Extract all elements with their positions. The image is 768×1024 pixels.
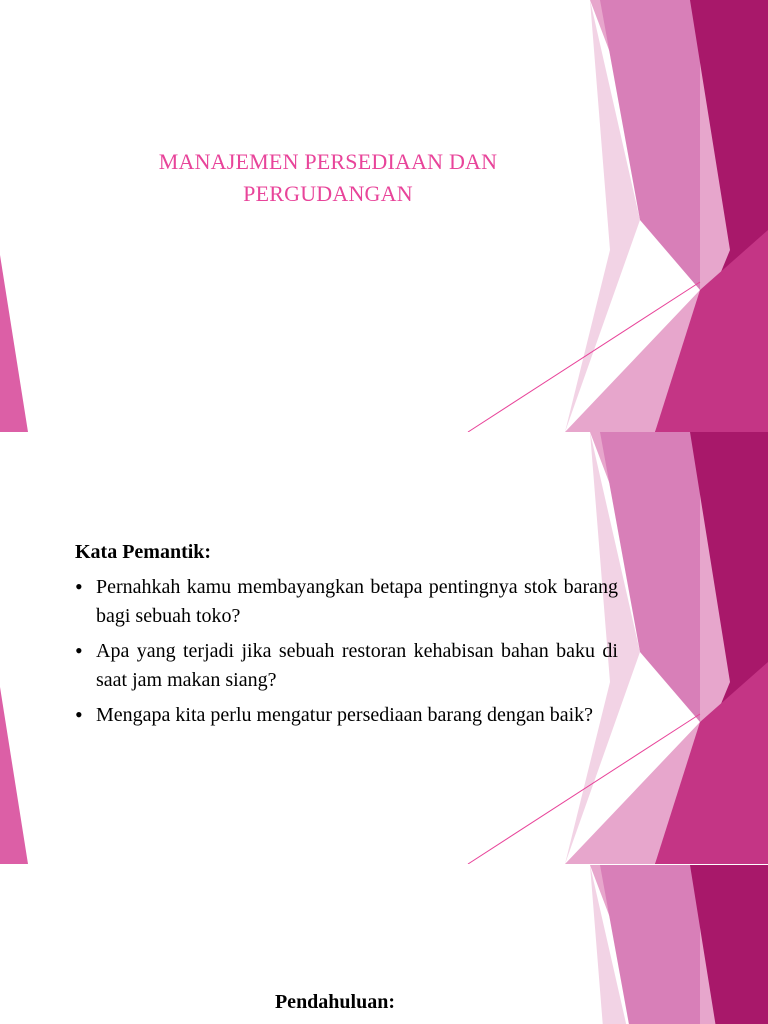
bullet-item: • Mengapa kita perlu mengatur persediaan barang dengan baik? bbox=[75, 701, 618, 730]
slide-2-body bbox=[75, 539, 618, 736]
bullet-item: • Pernahkah kamu membayangkan betapa pentingnya stok barang bagi sebuah toko? bbox=[75, 573, 618, 631]
slide-3 bbox=[0, 865, 768, 1024]
slide-1 bbox=[0, 0, 768, 432]
slide-1-decoration bbox=[0, 0, 768, 432]
bullet-list bbox=[75, 573, 618, 730]
slide-2 bbox=[0, 432, 768, 865]
bullet-item: • Apa yang terjadi jika sebuah restoran kehabisan bahan baku di saat jam makan siang? bbox=[75, 637, 618, 695]
slide-title: MANAJEMEN PERSEDIAAN DAN PERGUDANGAN bbox=[158, 149, 498, 206]
section-heading: Pendahuluan: bbox=[274, 991, 396, 1013]
section-heading: Kata Pemantik: bbox=[75, 541, 212, 563]
